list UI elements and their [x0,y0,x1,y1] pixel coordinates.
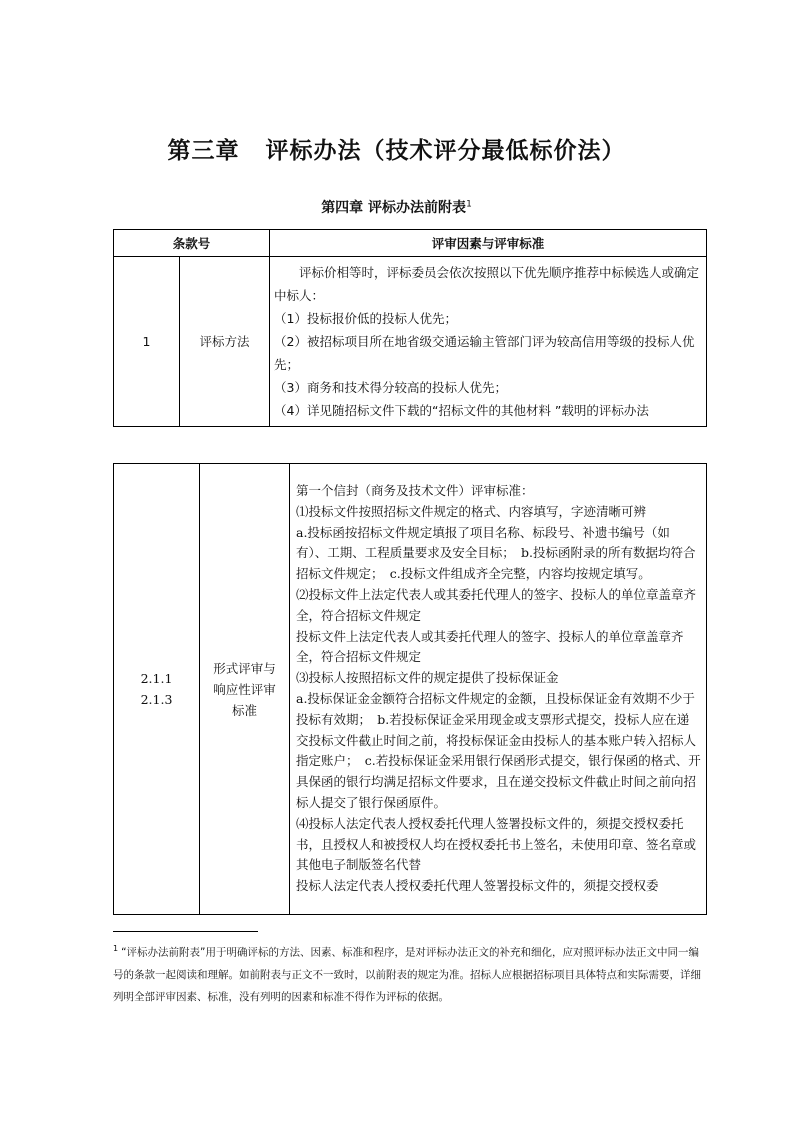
header-clause-number: 条款号 [114,230,270,257]
criteria-cell [270,257,707,427]
section-title [0,197,793,217]
footnote [113,938,703,1008]
clause-number-2: 2.1.3 [140,692,173,707]
chapter-name: 评标办法（技术评分最低标价法） [265,138,626,164]
criteria-line: a.投标函按招标文件规定填报了项目名称、标段号、补遗书编号（如有）、工期、工程质量要求及安全目标； b.投标函附录的所有数据均符合招标文件规定； c.投标文件组成齐全完整，内容均按规定填写。 [296,524,696,582]
clause-name: 形式评审与响应性评审标准 [200,464,290,915]
criteria-line: 投标人法定代表人授权委托代理人签署投标文件的，须提交授权委 [296,878,659,894]
section-title-text: 第四章 评标办法前附表 [321,200,467,216]
table-header-row [114,230,707,257]
header-criteria: 评审因素与评审标准 [270,230,707,257]
clause-number [114,464,200,915]
footnote-divider [113,931,258,932]
chapter-title [0,132,793,165]
criteria-line: 第一个信封（商务及技术文件）评审标准： [296,483,534,499]
criteria-cell [290,464,707,915]
clause-number-1: 2.1.1 [140,671,173,686]
criteria-line: ⑵投标文件上法定代表人或其委托代理人的签字、投标人的单位章盖章齐全，符合招标文件规定 [296,587,697,623]
footnote-reference: 1 [466,199,472,210]
criteria-line: ⑴投标文件按照招标文件规定的格式、内容填写，字迹清晰可辨 [296,503,647,519]
table-row [114,257,707,427]
criteria-line: （1）投标报价低的投标人优先； [274,311,457,326]
formal-review-table [113,463,707,915]
table-row [114,464,707,915]
criteria-line: （2）被招标项目所在地省级交通运输主管部门评为较高信用等级的投标人优先； [274,334,695,372]
footnote-text: “评标办法前附表”用于明确评标的方法、因素、标准和程序，是对评标办法正文的补充和细化，应对照评标办法正文中同一编号的条款一起阅读和理解。如前附表与正文不一致时，以前附表的规定为准。招标人应根据招标项目具体特点和实际需要，详细列明全部评审因素、标准，没有列明的因素和标准不得作为评标的依据。 [113,946,701,1003]
criteria-line: （3）商务和技术得分较高的投标人优先； [274,380,507,395]
footnote-mark: 1 [113,944,119,953]
clause-name: 评标方法 [180,257,270,427]
criteria-line: ⑶投标人按照招标文件的规定提供了投标保证金 [296,670,559,686]
chapter-number: 第三章 [167,138,240,164]
criteria-line: 投标文件上法定代表人或其委托代理人的签字、投标人的单位章盖章齐全，符合招标文件规定 [296,628,684,665]
criteria-line: （4）详见随招标文件下载的“招标文件的其他材料 ”载明的评标办法 [274,403,649,418]
criteria-line: 评标价相等时，评标委员会依次按照以下优先顺序推荐中标候选人或确定中标人： [274,265,700,303]
criteria-line: ⑷投标人法定代表人授权委托代理人签署投标文件的，须提交授权委托书，且授权人和被授权人均在授权委托书上签名，未使用印章、签名章或其他电子制版签名代替 [296,815,697,873]
criteria-line: a.投标保证金金额符合招标文件规定的金额，且投标保证金有效期不少于投标有效期； b.若投标保证金采用现金或支票形式提交，投标人应在递交投标文件截止时间之前，将投标保证金由投标人的基本账户转入招标人指定账户； c.若投标保证金采用银行保函形式提交，银行保函的格式、开具保函的银行均满足招标文件要求，且在递交投标文件截止时间之前向招标人提交了银行保函原件。 [296,691,701,810]
evaluation-method-table [113,229,707,427]
clause-number: 1 [114,257,180,427]
